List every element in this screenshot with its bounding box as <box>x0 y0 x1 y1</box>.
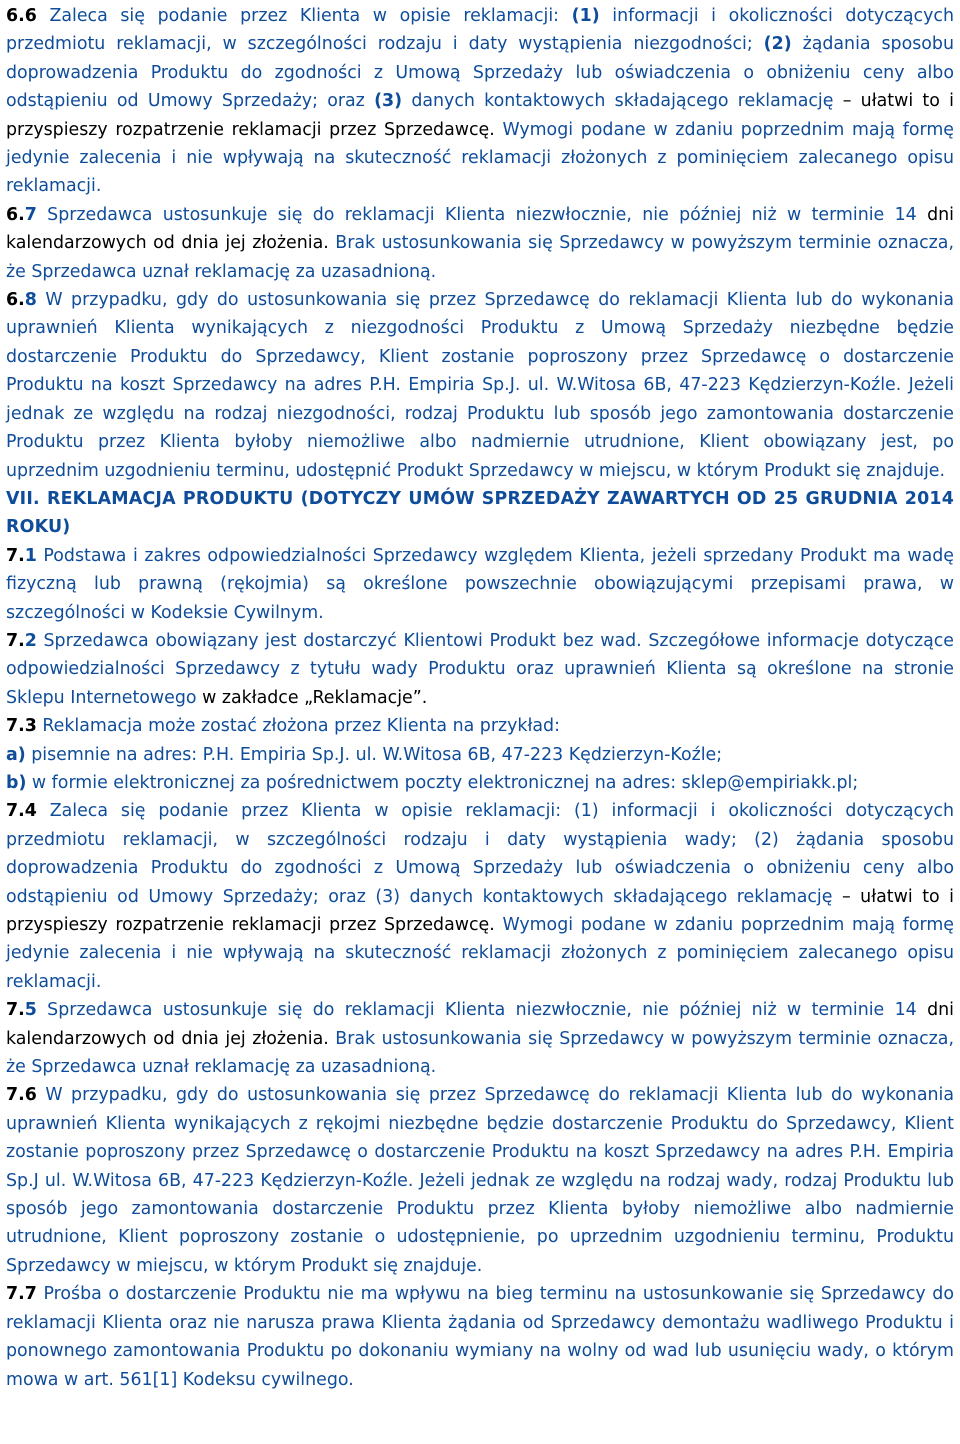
paragraph-7-1 <box>6 542 954 627</box>
paragraph-text: Sprzedawca obowiązany jest dostarczyć Klientowi Produkt bez wad. Szczegółowe informacje dotyczące odpowiedzialności Sprzedawcy z tytułu wady Produktu oraz uprawnień Klienta są określone na stronie Sklepu Internetowego <box>6 630 954 708</box>
section-number <box>6 631 37 651</box>
section-number-minor: 7 <box>24 204 37 225</box>
paragraph-text: Jeżeli jednak ze względu na rodzaj wady, rodzaj Produktu lub sposób jego zamontowania dostarczenie Produktu przez Klienta byłoby niemożliwe albo nadmiernie utrudnione, Klient poproszony zostanie o udostępnienie, po uprzednim uzgodnieniu terminu, Produktu Sprzedawcy w miejscu, w którym Produkt się znajduje. <box>6 1170 954 1276</box>
paragraph-text: dni kalendarzowych od dnia jej złożenia. <box>6 1000 954 1049</box>
section-number <box>6 546 37 566</box>
section-number <box>6 290 37 310</box>
paragraph-text: Sprzedawca ustosunkuje się do reklamacji Klienta niezwłocznie, nie później niż w terminie 14 <box>36 1000 928 1021</box>
paragraph-text: Sprzedawca ustosunkuje się do reklamacji Klienta niezwłocznie, nie później niż w terminie 14 <box>36 204 928 225</box>
paragraph-text: – ułatwi to i przyspieszy rozpatrzenie reklamacji przez Sprzedawcę. <box>6 91 954 140</box>
section-number-major: 6. <box>6 6 25 26</box>
paragraph-6-8 <box>6 286 954 485</box>
section-number-minor: 7 <box>24 1284 37 1305</box>
paragraph-7-5 <box>6 996 954 1081</box>
postal-address-text: pisemnie na adres: P.H. Empiria Sp.J. ul. W.Witosa 6B, 47-223 Kędzierzyn-Koźle; <box>25 744 723 765</box>
section-number-major: 6. <box>6 290 25 311</box>
section-number-major: 7. <box>6 1284 25 1305</box>
reklamacje-tab-link[interactable]: w zakładce „Reklamacje”. <box>202 687 428 708</box>
section-number <box>6 1284 37 1304</box>
section-number <box>6 6 37 26</box>
paragraph-text: W przypadku, gdy do ustosunkowania się przez Sprzedawcę do reklamacji Klienta lub do wykonania uprawnień Klienta wynikających z niezgodności Produktu z Umową Sprzedaży niezbędne będzie dostarczenie Produktu do Sprzedawcy, Klient zostanie poproszony przez Sprzedawcę o dostarczenie Produktu na koszt Sprzedawcy na adres P.H. Empiria Sp.J. ul. W.Witosa 6B, 47-223 Kędzierzyn-Koźle. <box>6 290 954 396</box>
paragraph-text: dni kalendarzowych od dnia jej złożenia. <box>6 204 954 254</box>
paragraph-text: Wymogi podane w zdaniu poprzednim mają formę jedynie zalecenia i nie wpływają na skuteczność reklamacji złożonych z pominięciem zalecanego opisu reklamacji. <box>6 915 954 992</box>
paragraph-text: danych kontaktowych składającego reklamację <box>402 91 843 112</box>
section-number <box>6 801 37 821</box>
section-number-minor: 6 <box>24 6 37 26</box>
list-marker: a) <box>6 744 26 765</box>
list-item-b <box>6 769 954 797</box>
paragraph-text: Podstawa i zakres odpowiedzialności Sprzedawcy względem Klienta, jeżeli sprzedany Produkt ma wadę fizyczną lub prawną (rękojmia) są określone powszechnie obowiązującymi przepisami prawa, w szczególności w Kodeksie Cywilnym. <box>6 545 954 623</box>
section-number <box>6 1085 37 1105</box>
list-item-a <box>6 741 954 769</box>
section-number-major: 7. <box>6 716 25 737</box>
paragraph-7-3 <box>6 712 954 740</box>
paragraph-6-6 <box>6 2 954 201</box>
section-number-major: 7. <box>6 630 25 651</box>
paragraph-text: W przypadku, gdy do ustosunkowania się przez Sprzedawcę do reklamacji Klienta lub do wykonania uprawnień Klienta wynikających z rękojmi niezbędne będzie dostarczenie Produktu do Sprzedawcy, Klient zostanie poproszony przez Sprzedawcę o dostarczenie Produktu na koszt Sprzedawcy na adres P.H. Empiria Sp.J ul. W.Witosa 6B, 47-223 Kędzierzyn-Koźle. <box>6 1085 954 1191</box>
paragraph-text: Jeżeli jednak ze względu na rodzaj niezgodności, rodzaj Produktu lub sposób jego zamontowania dostarczenie Produktu przez Klienta byłoby niemożliwe albo nadmiernie utrudnione, Klient obowiązany jest, po uprzednim uzgodnieniu terminu, udostępnić Produkt Sprzedawcy w miejscu, w którym Produkt się znajduje. <box>6 375 954 481</box>
section-number-minor: 5 <box>24 1000 37 1021</box>
section-number-minor: 6 <box>24 1085 37 1106</box>
section-number-major: 6. <box>6 204 25 225</box>
paragraph-text: Reklamacja może zostać złożona przez Klienta na przykład: <box>36 716 560 737</box>
section-number-major: 7. <box>6 1000 25 1021</box>
section-number-minor: 1 <box>24 545 37 566</box>
section-number <box>6 205 37 225</box>
paragraph-text: Wymogi podane w zdaniu poprzednim mają formę jedynie zalecenia i nie wpływają na skuteczność reklamacji złożonych z pominięciem zalecanego opisu reklamacji. <box>6 119 954 197</box>
list-marker: (1) <box>571 6 600 26</box>
paragraph-7-6 <box>6 1081 954 1280</box>
paragraph-text: Brak ustosunkowania się Sprzedawcy w powyższym terminie oznacza, że Sprzedawca uznał reklamację za uzasadnioną. <box>6 1028 954 1078</box>
section-number-minor: 8 <box>24 290 37 311</box>
section-number <box>6 1000 37 1020</box>
section-number-major: 7. <box>6 1085 25 1106</box>
section-number-minor: 4 <box>24 801 37 822</box>
list-marker: (3) <box>374 91 403 112</box>
section-number-minor: 2 <box>24 630 37 651</box>
section-number-major: 7. <box>6 801 25 822</box>
paragraph-7-4 <box>6 797 954 996</box>
paragraph-text: Zaleca się podanie przez Klienta w opisie reklamacji: (1) informacji i okoliczności dotyczących przedmiotu reklamacji, w szczególności rodzaju i daty wystąpienia wady; (2) żądania sposobu doprowadzenia Produktu do zgodności z Umową Sprzedaży lub oświadczenia o obniżeniu ceny albo odstąpieniu od Umowy Sprzedaży; oraz (3) danych kontaktowych składającego reklamację <box>6 801 954 907</box>
section-number-minor: 3 <box>24 716 37 737</box>
paragraph-text: żądania sposobu doprowadzenia Produktu do zgodności z Umową Sprzedaży lub oświadczenia o obniżeniu ceny albo odstąpieniu od Umowy Sprzedaży; oraz <box>6 34 954 112</box>
paragraph-7-7 <box>6 1280 954 1394</box>
list-marker: (2) <box>763 34 792 55</box>
paragraph-7-2 <box>6 627 954 712</box>
paragraph-text: Zaleca się podanie przez Klienta w opisie reklamacji: <box>36 6 572 26</box>
paragraph-text: Brak ustosunkowania się Sprzedawcy w powyższym terminie oznacza, że Sprzedawca uznał reklamację za uzasadnioną. <box>6 233 954 282</box>
paragraph-text: Prośba o dostarczenie Produktu nie ma wpływu na bieg terminu na ustosunkowanie się Sprzedawcy do reklamacji Klienta oraz nie narusza prawa Klienta żądania od Sprzedawcy demontażu wadliwego Produktu i ponownego zamontowania Produktu po dokonaniu wymiany na wolny od wad lub usunięciu wady, o którym mowa w art. 561[1] Kodeksu cywilnego. <box>6 1284 954 1390</box>
paragraph-6-7 <box>6 201 954 286</box>
section-heading-vii: VII. REKLAMACJA PRODUKTU (DOTYCZY UMÓW SPRZEDAŻY ZAWARTYCH OD 25 GRUDNIA 2014 ROKU) <box>6 488 954 538</box>
paragraph-text: – ułatwi to i przyspieszy rozpatrzenie reklamacji przez Sprzedawcę. <box>6 886 955 935</box>
paragraph-text: informacji i okoliczności dotyczących przedmiotu reklamacji, w szczególności rodzaju i daty wystąpienia niezgodności; <box>6 6 954 55</box>
list-marker: b) <box>6 772 27 793</box>
email-address-text: w formie elektronicznej za pośrednictwem poczty elektronicznej na adres: sklep@empiriakk.pl; <box>26 772 859 793</box>
section-number <box>6 716 37 736</box>
section-number-major: 7. <box>6 545 25 566</box>
